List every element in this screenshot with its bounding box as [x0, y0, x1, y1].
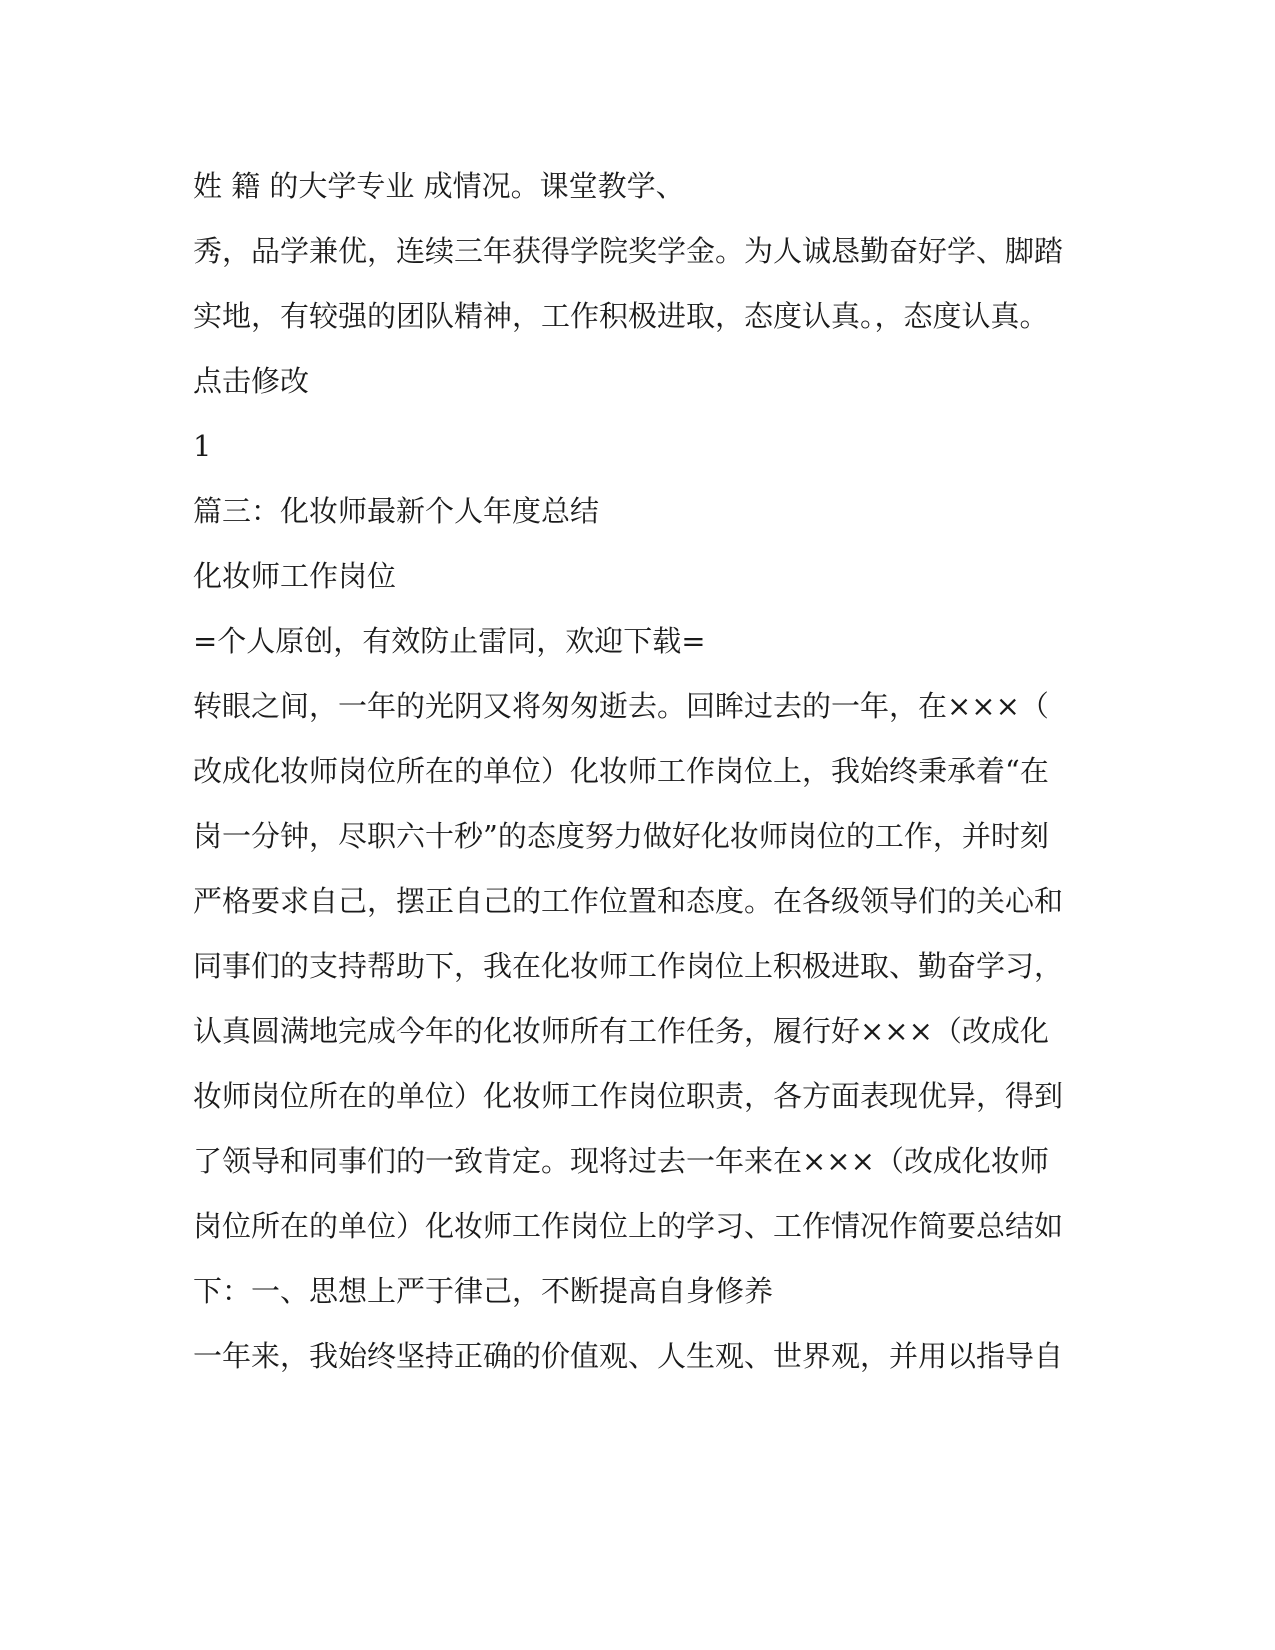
text-line: 姓 籍 的大学专业 成情况。课堂教学、 [193, 169, 685, 203]
text-line: 岗位所在的单位）化妆师工作岗位上的学习、工作情况作简要总结如 [193, 1209, 1064, 1243]
document-body [193, 154, 1073, 1389]
text-line: 妆师岗位所在的单位）化妆师工作岗位职责，各方面表现优异，得到 [193, 1079, 1064, 1113]
text-line: 岗一分钟，尽职六十秒”的态度努力做好化妆师岗位的工作，并时刻 [193, 819, 1049, 853]
text-line: 严格要求自己，摆正自己的工作位置和态度。在各级领导们的关心和 [193, 884, 1064, 918]
text-line: 实地，有较强的团队精神，工作积极进取，态度认真。，态度认真。 [193, 299, 1049, 333]
page-number: 1 [193, 429, 212, 463]
text-line: 认真圆满地完成今年的化妆师所有工作任务，履行好×××（改成化 [193, 1014, 1049, 1048]
text-line: 秀，品学兼优，连续三年获得学院奖学金。为人诚恳勤奋好学、脚踏 [193, 234, 1064, 268]
text-line: 改成化妆师岗位所在的单位）化妆师工作岗位上，我始终秉承着“在 [193, 754, 1049, 788]
notice-text: =个人原创，有效防止雷同，欢迎下载= [193, 624, 706, 658]
text-line: 下：一、思想上严于律己，不断提高自身修养 [193, 1274, 774, 1308]
section-subtitle: 化妆师工作岗位 [193, 559, 397, 593]
text-line: 转眼之间，一年的光阴又将匆匆逝去。回眸过去的一年，在×××（ [193, 689, 1049, 723]
text-line: 同事们的支持帮助下，我在化妆师工作岗位上积极进取、勤奋学习， [193, 949, 1064, 983]
section-title: 篇三：化妆师最新个人年度总结 [193, 494, 600, 528]
text-line: 一年来，我始终坚持正确的价值观、人生观、世界观，并用以指导自 [193, 1339, 1064, 1373]
click-to-edit-text: 点击修改 [193, 364, 310, 398]
text-line: 了领导和同事们的一致肯定。现将过去一年来在×××（改成化妆师 [193, 1144, 1049, 1178]
